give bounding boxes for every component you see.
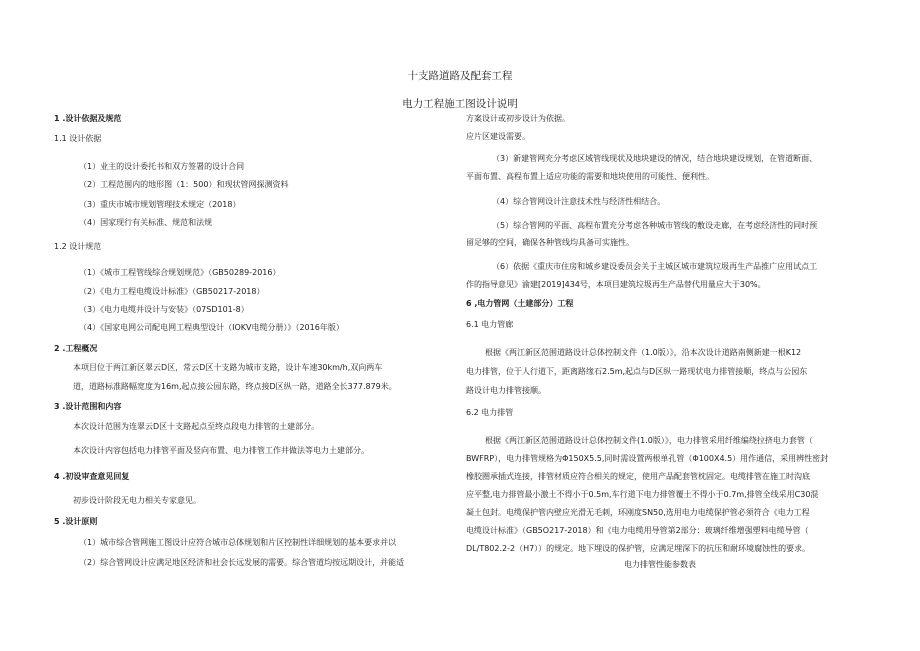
right-text-line: 方案设计或初步设计为依据。 bbox=[466, 114, 570, 123]
right-text-line: 6.1 电力管廊 bbox=[466, 320, 514, 329]
left-text-line: 4 .初设审查意见回复 bbox=[54, 472, 130, 481]
right-text-line: 6.2 电力排管 bbox=[466, 408, 514, 417]
left-text-line: （1）《城市工程管线综合规划规范》（GB50289-2016） bbox=[79, 268, 281, 277]
left-text-line: （3）重庆市城市规划管理技术规定（2018） bbox=[79, 200, 241, 209]
left-text-line: （4）国家现行有关标准、规范和法规 bbox=[79, 218, 213, 227]
right-text-line: （3）新建管网充分考虑区域管线现状及地块建设的情况，结合地块建设规划，在管道断面、 bbox=[492, 154, 818, 163]
left-text-line: 本次设计范围为连翠云D区十支路起点至终点段电力排管的土建部分。 bbox=[73, 422, 320, 431]
left-text-line: 1.2 设计规范 bbox=[54, 242, 102, 251]
right-text-line: 留足够的空间，确保各种管线均具备可实施性。 bbox=[466, 238, 634, 247]
right-text-line: 电力排管，位于人行道下，距离路缘石2.5m,起点与D区纵一路现状电力排管接顺，终点与公园东 bbox=[466, 367, 808, 376]
left-text-line: 本项目位于两江新区翠云D区，常云D区十支路为城市支路，设计车速30km/h,双向两车 bbox=[73, 363, 383, 372]
left-text-line: （3）《电力电缆井设计与安装》（07SD101-8） bbox=[79, 305, 249, 314]
right-text-line: 应片区建设需要。 bbox=[466, 132, 530, 141]
left-text-line: 1.1 设计依据 bbox=[54, 134, 102, 143]
right-text-line: 电缆设计标准》（GB5O217-2018）和《电力电缆用导管第2部分：玻璃纤维增强塑料电缆导管（ bbox=[466, 526, 809, 535]
right-text-line: 平面布置、高程布置上适应功能的需要和地块使用的可能性、便利性。 bbox=[466, 172, 714, 181]
left-text-line: （4）《国家电网公司配电网工程典型设计（IOKV电缆分册）》（2016年版） bbox=[79, 323, 344, 332]
left-text-line: （2）工程范围内的地形图（1：500）和现状管网探测资料 bbox=[79, 180, 289, 189]
left-text-line: （1）业主的设计委托书和双方签署的设计合同 bbox=[79, 162, 245, 171]
left-text-line: 3 .设计范围和内容 bbox=[54, 402, 122, 411]
left-text-line: （2）《电力工程电缆设计标准》（GB50217-2018） bbox=[79, 287, 265, 296]
left-text-line: （1）城市综合管网施工图设计应符合城市总体规划和片区控制性详细规划的基本要求并以 bbox=[79, 538, 397, 547]
right-text-line: 路设计电力排管接顺。 bbox=[466, 386, 546, 395]
right-text-line: 根据《两江新区范围道路设计总体控制文件（1.0版）》，沿本次设计道路南侧新建一根K12 bbox=[485, 348, 802, 357]
right-text-line: 6 ,电力管网（土建部分）工程 bbox=[466, 299, 574, 308]
document-subtitle: 电力工程施工图设计说明 bbox=[402, 98, 518, 110]
left-text-line: 初步设计阶段无电力相关专家意见。 bbox=[73, 496, 201, 505]
right-text-line: 电力排管性能参数表 bbox=[624, 560, 696, 569]
left-text-line: （2）综合管网设计应满足地区经济和社会长远发展的需要。综合管道均按远期设计，并能适 bbox=[79, 558, 405, 567]
left-text-line: 5 .设计原则 bbox=[54, 517, 98, 526]
right-text-line: 应平整,电力排管最小激土不得小于0.5m,车行道下电力排管覆土不得小于0.7m,排管全线采用C30混 bbox=[466, 490, 819, 499]
right-text-line: （5）综合管网的平面、高程布置充分考虑各种城市管线的敷设走廊，在考虑经济性的同时预 bbox=[492, 221, 818, 230]
left-text-line: 本次设计内容包括电力排管平面及竖向布置、电力排管工作井做法等电力土建部分。 bbox=[73, 446, 369, 455]
right-text-line: （6）依据《重庆市住房和城乡建设委员会关于主城区城市建筑垃圾再生产品推广应用试点工 bbox=[492, 262, 818, 271]
left-text-line: 1 .设计依据及规范 bbox=[54, 114, 122, 123]
left-text-line: 道，道路标准路幅宽度为16m,起点接公园东路，终点接D区纵一路，道路全长377.879米。 bbox=[73, 382, 397, 391]
right-text-line: 作的指导意见》渝建[2019]434号，本项目建筑垃圾再生产品替代用量应大于30%。 bbox=[466, 280, 766, 289]
right-text-line: 凝土包封。电缆保护管内壁应光滑无毛刺，环刚度SN50,选用电力电缆保护管必须符合《电力工程 bbox=[466, 508, 810, 517]
document-title: 十支路道路及配套工程 bbox=[407, 70, 513, 82]
right-text-line: （4）综合管网设计注意技术性与经济性相结合。 bbox=[492, 197, 666, 206]
right-text-line: 橡胶圈承插式连接，排管材质应符合相关的规定，使用产品配套管枕固定。电缆排管在施工时沟底 bbox=[466, 472, 810, 481]
right-text-line: 根据《两江新区范围道路设计总体控制文件(1.0版）》，电力排管采用纤维编绕拉挤电力套管（ bbox=[485, 436, 813, 445]
right-text-line: DL∕T802.2-2（H7））的规定。地下埋设的保护管，应满足埋深下的抗压和耐环境腐蚀性的要求。 bbox=[466, 544, 811, 553]
left-text-line: 2 .工程概况 bbox=[54, 344, 98, 353]
right-text-line: BWFRP），电力排管规格为Φ150X5.5,同时需设置两根单孔管（Φ100X4.5）用作通信，采用辨性密封 bbox=[466, 454, 829, 463]
